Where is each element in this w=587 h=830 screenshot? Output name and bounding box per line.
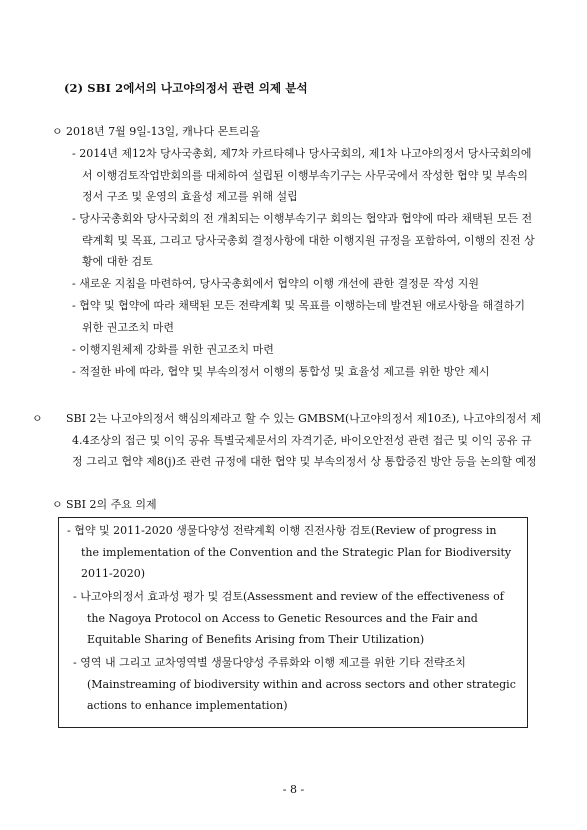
bullet-marker: ㅇ bbox=[32, 412, 43, 425]
section-heading: (2) SBI 2에서의 나고야의정서 관련 의제 분석 bbox=[64, 81, 308, 95]
agenda-item bbox=[67, 520, 515, 585]
meeting-info-title: 2018년 7월 9일-13일, 캐나다 몬트리올 bbox=[66, 125, 261, 138]
agenda-box bbox=[58, 517, 528, 728]
list-item bbox=[66, 143, 536, 208]
main-agenda-title: SBI 2의 주요 의제 bbox=[66, 498, 157, 511]
list-item bbox=[66, 295, 536, 338]
dash-marker: - bbox=[73, 656, 77, 669]
agenda-item bbox=[73, 586, 517, 651]
dash-marker: - bbox=[73, 590, 77, 603]
dash-marker: - bbox=[67, 524, 71, 537]
bullet-marker: ㅇ bbox=[52, 125, 63, 138]
dash-marker: - bbox=[72, 343, 76, 356]
agenda-item-text: 영역 내 그리고 교차영역별 생물다양성 주류화와 이행 제고를 위한 기타 전략조치(Mainstreaming of biodiversity within and across sectors and other strategic actions to enhance implementation) bbox=[80, 656, 516, 712]
bullet-marker: ㅇ bbox=[52, 498, 63, 511]
dash-marker: - bbox=[72, 299, 76, 312]
list-item bbox=[66, 339, 536, 361]
list-item bbox=[66, 273, 536, 295]
list-item-text: 적절한 바에 따라, 협약 및 부속의정서 이행의 통합성 및 효율성 제고를 위한 방안 제시 bbox=[79, 365, 490, 378]
page-number: - 8 - bbox=[282, 783, 305, 796]
list-item-text: 2014년 제12차 당사국총회, 제7차 카르타헤나 당사국회의, 제1차 나고야의정서 당사국회의에서 이행검토작업반회의를 대체하여 설립된 이행부속기구는 사무국에서 작성한 협약 및 부속의정서 구조 및 운영의 효율성 제고를 위해 설립 bbox=[79, 147, 532, 203]
list-item-text: 이행지원체제 강화를 위한 권고조치 마련 bbox=[79, 343, 274, 356]
list-item-text: 협약 및 협약에 따라 채택된 모든 전략계획 및 목표를 이행하는데 발견된 애로사항을 해결하기 위한 권고조치 마련 bbox=[79, 299, 525, 334]
sbi2-agenda-text: SBI 2는 나고야의정서 핵심의제라고 할 수 있는 GMBSM(나고야의정서 제10조), 나고야의정서 제4.4조상의 접근 및 이익 공유 특별국제문서의 자격기준, 바이오안전성 관련 접근 및 이익 공유 규정 그리고 협약 제8(j)조 관련 규정에 대한 협약 및 부속의정서 상 통합증진 방안 등을 논의할 예정 bbox=[66, 412, 541, 468]
list-item bbox=[66, 208, 536, 273]
dash-marker: - bbox=[72, 212, 76, 225]
dash-marker: - bbox=[72, 277, 76, 290]
list-item-text: 당사국총회와 당사국회의 전 개최되는 이행부속기구 회의는 협약과 협약에 따라 채택된 모든 전략계획 및 목표, 그리고 당사국총회 결정사항에 대한 이행지원 규정을 포함하여, 이행의 진전 상황에 대한 검토 bbox=[79, 212, 535, 268]
dash-marker: - bbox=[72, 365, 76, 378]
sbi2-agenda-bullet bbox=[32, 408, 542, 473]
agenda-item-text: 협약 및 2011-2020 생물다양성 전략계획 이행 진전사항 검토(Review of progress in the implementation of the Convention and the Strategic Plan for Biodiversity 2011-2020) bbox=[74, 524, 512, 580]
list-item bbox=[66, 361, 536, 383]
agenda-item bbox=[73, 652, 517, 717]
main-agenda-bullet bbox=[52, 494, 542, 516]
meeting-info-bullet bbox=[52, 121, 542, 143]
agenda-item-text: 나고야의정서 효과성 평가 및 검토(Assessment and review of the effectiveness of the Nagoya Protocol on Access to Genetic Resources and the Fair and Equitable Sharing of Benefits Arising from Their Utilization) bbox=[80, 590, 504, 646]
dash-marker: - bbox=[72, 147, 76, 160]
list-item-text: 새로운 지침을 마련하여, 당사국총회에서 협약의 이행 개선에 관한 결정문 작성 지원 bbox=[79, 277, 479, 290]
